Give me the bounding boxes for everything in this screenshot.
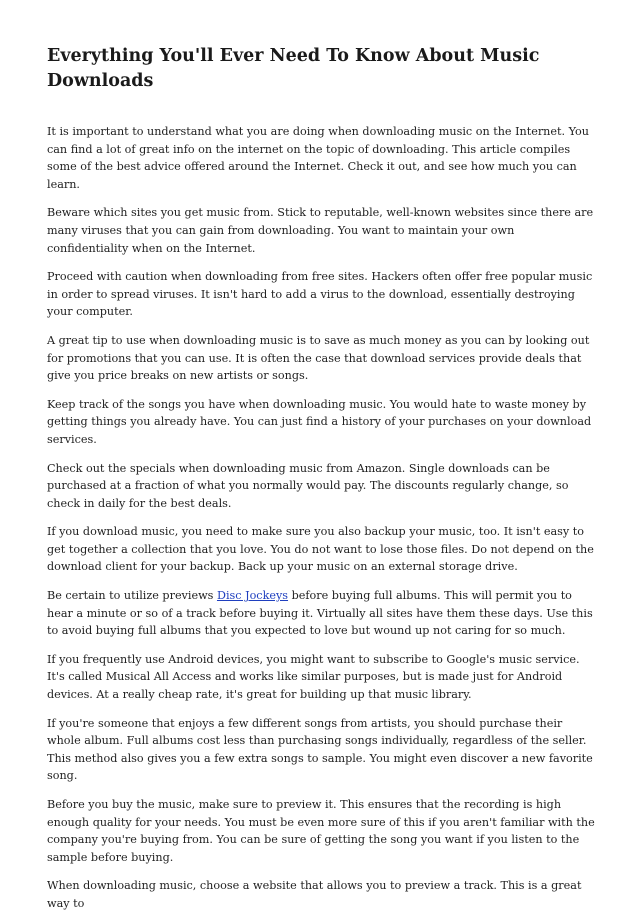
paragraph: If you download music, you need to make sure you also backup your music, too. It isn't easy to get together a collection that you love. You do not want to lose those files. Do not depend on the download client for your backup. Back up your music on an external storage drive. [47, 525, 594, 574]
disc-jockeys-link[interactable]: Disc Jockeys [216, 589, 289, 603]
paragraph-text: before buying full albums. This will permit you to hear a minute or so of a track before buying it. Virtually all sites have them these days. Use this to avoid buying full albums that you expected to love but wound up not caring for so much. [47, 589, 593, 638]
paragraph-with-link [47, 587, 599, 640]
paragraph: When downloading music, choose a website that allows you to preview a track. This is a great way to [47, 879, 582, 910]
paragraph: Check out the specials when downloading music from Amazon. Single downloads can be purchased at a fraction of what you normally would pay. The discounts regularly change, so check in daily for the best deals. [47, 461, 569, 510]
paragraph: A great tip to use when downloading music is to save as much money as you can by looking out for promotions that you can use. It is often the case that download services provide deals that give you price breaks on new artists or songs. [47, 333, 590, 383]
page-title: Everything You'll Ever Need To Know About Music Downloads [47, 46, 540, 91]
paragraph: Proceed with caution when downloading from free sites. Hackers often offer free popular music in order to spread viruses. It isn't hard to add a virus to the download, essentially destroying your computer. [47, 270, 593, 319]
article-body [47, 123, 599, 924]
paragraph: Before you buy the music, make sure to preview it. This ensures that the recording is high enough quality for your needs. You must be even more sure of this if you aren't familiar with the company you're buying from. You can be sure of getting the song you want if you listen to the sample before buying. [47, 798, 595, 864]
paragraph: Beware which sites you get music from. Stick to reputable, well-known websites since there are many viruses that you can gain from downloading. You want to maintain your own confidentiality when on the Internet. [47, 206, 594, 255]
paragraph: If you frequently use Android devices, you might want to subscribe to Google's music service. It's called Musical All Access and works like similar purposes, but is made just for Android devices. At a really cheap rate, it's great for building up that music library. [47, 652, 580, 702]
paragraph: It is important to understand what you are doing when downloading music on the Internet. You can find a lot of great info on the internet on the topic of downloading. This article compiles some of the best advice offered around the Internet. Check it out, and see how much you can learn. [47, 125, 589, 191]
paragraph: Keep track of the songs you have when downloading music. You would hate to waste money by getting things you already have. You can just find a history of your purchases on your download services. [47, 397, 592, 446]
paragraph: If you're someone that enjoys a few different songs from artists, you should purchase their whole album. Full albums cost less than purchasing songs individually, regardless of the seller. This method also gives you a few extra songs to sample. You might even discover a new favorite song. [47, 716, 593, 783]
paragraph-text: Be certain to utilize previews [47, 589, 217, 603]
